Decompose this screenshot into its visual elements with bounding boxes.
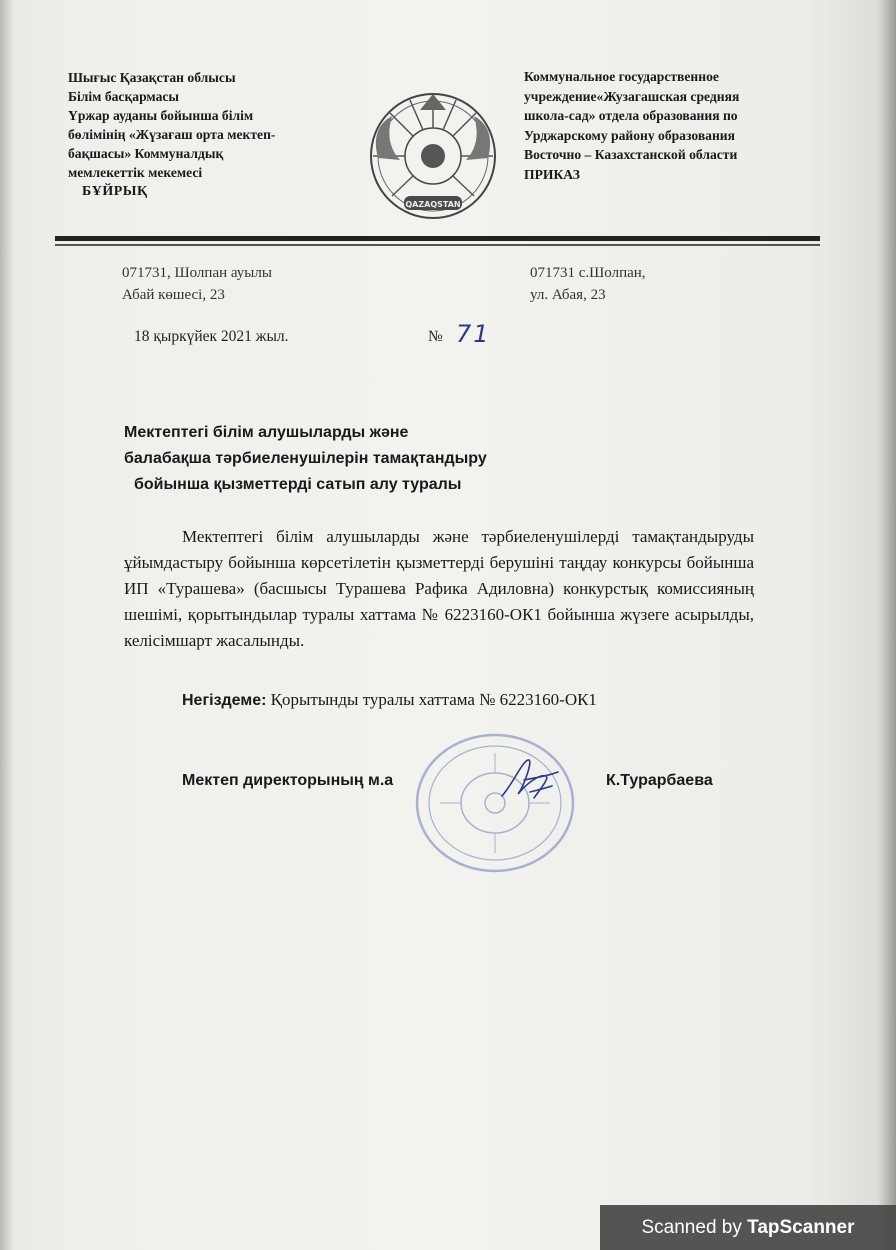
header-russian — [524, 67, 824, 184]
doc-type-kazakh: БҰЙРЫҚ — [82, 184, 148, 199]
header-left-line: мемлекеттік мекемесі — [68, 165, 203, 180]
address-kazakh — [122, 262, 272, 306]
doc-type-russian: ПРИКАЗ — [524, 166, 580, 182]
header-left-line: Шығыс Қазақстан облысы — [68, 70, 236, 85]
svg-text:QAZAQSTAN: QAZAQSTAN — [405, 200, 461, 209]
address-line: ул. Абая, 23 — [530, 287, 606, 303]
basis-text: Қорытынды туралы хаттама № 6223160-ОК1 — [266, 690, 597, 709]
document-number-label: № — [428, 328, 443, 345]
header-left-line: бақшасы» Коммуналдық — [68, 146, 224, 161]
address-russian — [530, 262, 646, 306]
signatory-role: Мектеп директорының м.а — [182, 772, 394, 789]
basis-label: Негіздеме: — [182, 692, 267, 709]
header-left-line: Білім басқармасы — [68, 89, 180, 104]
header-right-line: Восточно – Казахстанской области — [524, 147, 738, 162]
address-line: 071731, Шолпан ауылы — [122, 265, 272, 281]
title-line: Мектептегі білім алушыларды және — [124, 424, 409, 441]
scanner-watermark — [600, 1205, 896, 1250]
state-emblem-icon — [360, 88, 506, 224]
document-number-handwritten: 71 — [456, 320, 491, 348]
watermark-prefix: Scanned by — [641, 1217, 748, 1238]
document-basis — [182, 690, 597, 710]
page-edge-shadow-left — [0, 0, 14, 1250]
header-left-line: бөлімінің «Жүзағаш орта мектеп- — [68, 127, 276, 142]
header-right-line: школа-сад» отдела образования по — [524, 108, 738, 123]
handwritten-signature — [494, 752, 564, 808]
watermark-brand: TapScanner — [747, 1217, 855, 1238]
header-left-line: Үржар ауданы бойынша білім — [68, 108, 254, 123]
header-kazakh — [68, 68, 358, 201]
header-divider-thick — [55, 236, 820, 241]
page-edge-shadow-right — [878, 0, 896, 1250]
document-title — [124, 420, 624, 498]
header-divider-thin — [55, 244, 820, 246]
address-line: Абай көшесі, 23 — [122, 287, 225, 303]
title-line: бойынша қызметтерді сатып алу туралы — [134, 476, 462, 493]
document-date: 18 қыркүйек 2021 жыл. — [134, 328, 289, 345]
address-line: 071731 с.Шолпан, — [530, 265, 646, 281]
title-line: балабақша тәрбиеленушілерін тамақтандыру — [124, 450, 487, 467]
header-right-line: Урджарскому району образования — [524, 127, 735, 143]
header-right-line: учреждение«Жузагашская средняя — [524, 88, 740, 104]
document-body: Мектептегі білім алушыларды және тәрбиеленушілерді тамақтандыруды ұйымдастыру бойынша көрсетілетін қызметтерді берушіні таңдау конкурсы бойынша ИП «Турашева» (басшысы Турашева Рафика Адиловна) конкурстық комиссияның шешімі, қорытындылар туралы хаттама № 6223160-ОК1 бойынша жүзеге асырылды, келісімшарт жасалынды. — [124, 527, 754, 650]
header-right-line: Коммунальное государственное — [524, 69, 719, 84]
signatory-name: К.Турарбаева — [606, 772, 713, 789]
